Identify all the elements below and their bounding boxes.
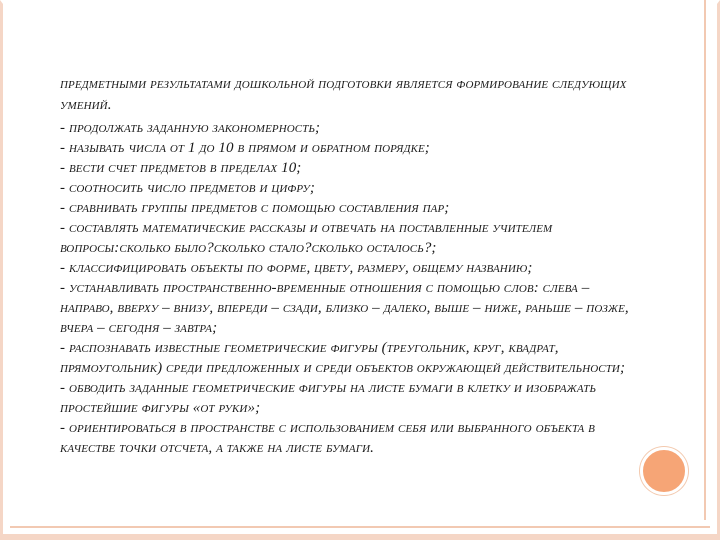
slide-content	[60, 74, 640, 458]
list-item: - устанавливать пространственно-временные отношения с помощью слов: слева – направо, вверху – внизу, впереди – сзади, близко – далеко, выше – ниже, раньше – позже, вчера – сегодня – завтра;	[60, 280, 629, 336]
list-item: - продолжать заданную закономерность;	[60, 120, 321, 136]
list-item: - вести счет предметов в пределах 10;	[60, 160, 302, 176]
list-item: - обводить заданные геометрические фигуры на листе бумаги в клетку и изображать простейшие фигуры «от руки»;	[60, 380, 597, 416]
decorative-stripe-right	[704, 0, 706, 520]
list-item: - составлять математические рассказы и отвечать на поставленные учителем вопросы:сколько было?сколько стало?сколько осталось?;	[60, 220, 553, 256]
list-item: - распознавать известные геометрические фигуры (треугольник, круг, квадрат, прямоугольник) среди предложенных и среди объектов окружающей действительности;	[60, 340, 626, 376]
list-item: - называть числа от 1 до 10 в прямом и обратном порядке;	[60, 140, 430, 156]
intro-paragraph: предметными результатами дошкольной подготовки является формирование следующих умений.	[60, 76, 627, 113]
decorative-line-bottom	[10, 526, 710, 528]
list-item: - классифицировать объекты по форме, цвету, размеру, общему названию;	[60, 260, 533, 276]
list-item: - сравнивать группы предметов с помощью составления пар;	[60, 200, 450, 216]
list-item: - соотносить число предметов и цифру;	[60, 180, 316, 196]
decorative-circle	[640, 447, 688, 495]
list-item: - ориентироваться в пространстве с использованием себя или выбранного объекта в качестве точки отсчета, а также на листе бумаги.	[60, 420, 595, 456]
